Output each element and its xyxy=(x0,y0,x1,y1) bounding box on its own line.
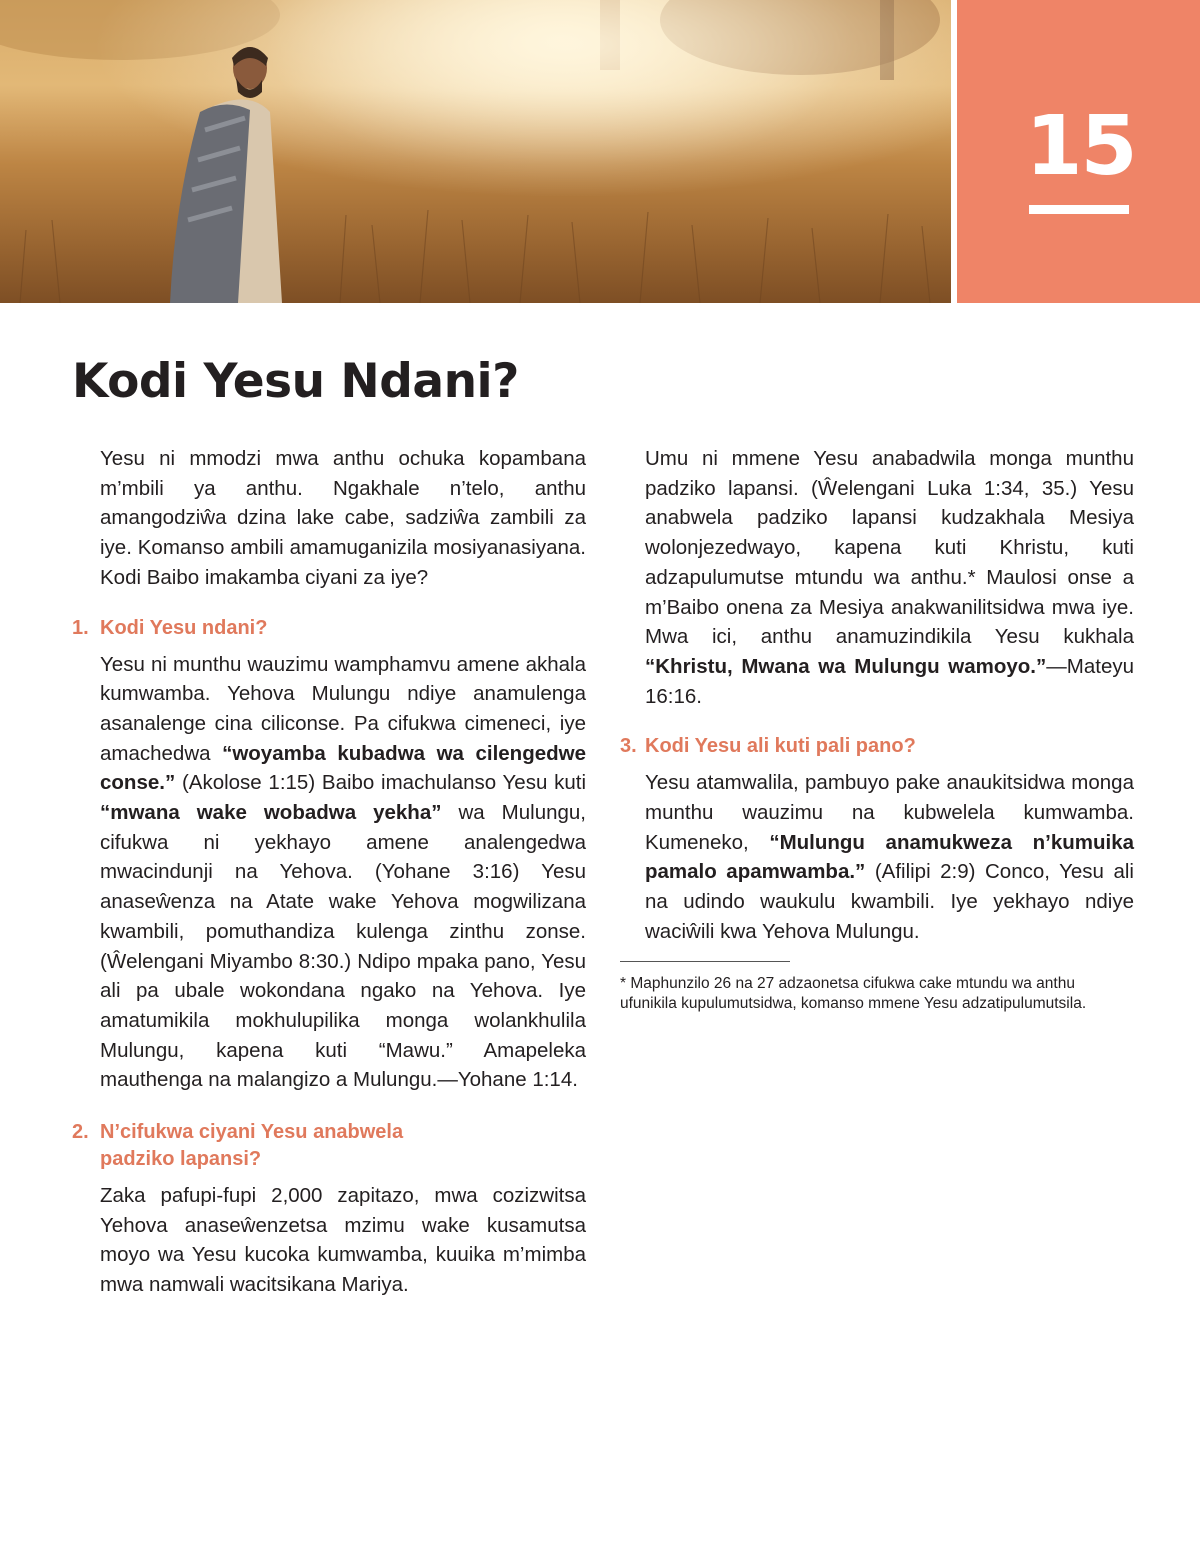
answer-1-bold-1: “woyamba kubadwa wa cilengedwe conse.” xyxy=(100,741,586,795)
answer-2-cont-text-a: Umu ni mmene Yesu anabadwila monga munthu padziko lapansi. (Ŵelengani Luka 1:34, 35.) Yesu anabwela padziko lapansi kudzakhala Mesiya wolonjezedwayo, kapena kuti Khristu, kuti adzapulumutse mtundu wa anthu.* Maulosi onse a m’Baibo onena za Mesiya anakwanilitsidwa mwa iye. Mwa ici, anthu anamuzindikila Yesu kukhala xyxy=(645,447,1134,649)
chapter-underline xyxy=(1029,205,1129,214)
answer-1-paragraph xyxy=(72,650,586,1096)
question-2-text: N’cifukwa ciyani Yesu anabwela padziko lapansi? xyxy=(100,1121,404,1171)
footnote-divider xyxy=(620,961,790,962)
answer-3-text-c: (Afilipi 2:9) Conco, Yesu ali na udindo waukulu kwambili. Iye yekhayo ndiye waciŵili kwa Yehova Mulungu. xyxy=(645,860,1134,943)
question-1-heading xyxy=(72,615,586,642)
footnote: * Maphunzilo 26 na 27 adzaonetsa cifukwa cake mtundu wa anthu ufunikila kupulumutsidwa, komanso mmene Yesu adzatipulumutsila. xyxy=(620,974,1087,1013)
question-1-number: 1. xyxy=(72,616,89,639)
chapter-number-box xyxy=(957,0,1200,303)
right-column xyxy=(620,444,1134,1015)
answer-2-paragraph: Zaka pafupi-fupi 2,000 zapitazo, mwa cozizwitsa Yehova anaseŵenzetsa mzimu wake kusamutsa moyo wa Yesu kucoka kumwamba, kuuika m’mimba mwa namwali wacitsikana Mariya. xyxy=(100,1184,586,1297)
question-2-heading xyxy=(72,1119,586,1173)
page-title: Kodi Yesu Ndani? xyxy=(72,354,519,409)
answer-1-text-d: wa Mulungu, cifukwa ni yekhayo amene analengedwa mwacindunji na Yehova. (Yohane 3:16) Yesu anaseŵenza na Atate wake Yehova mogwilizana kwambili, pomuthandiza kulenga zinthu zonse. (Ŵelengani Miyambo 8:30.) Ndipo mpaka pano, Yesu ali pa ubale wokondana ngako na Yehova. Iye amatumikila mokhulupilika monga wolankhulila Mulungu, kapena kuti “Mawu.” Amapeleka mauthenga na malangizo a Mulungu.—Yohane 1:14. xyxy=(100,801,586,1092)
answer-3-bold: “Mulungu anamukweza n’kumuika pamalo apamwamba.” xyxy=(645,830,1135,884)
answer-1-text-a: Yesu ni munthu wauzimu wamphamvu amene akhala kumwamba. Yehova Mulungu ndiye anamulenga asanalenge cina ciliconse. Pa cifukwa cimeneci, iye amachedwa xyxy=(100,652,586,765)
answer-2-cont-bold: “Khristu, Mwana wa Mulungu wamoyo.” xyxy=(645,654,1047,678)
question-3-text: Kodi Yesu ali kuti pali pano? xyxy=(645,735,916,758)
chapter-number: 15 xyxy=(1025,99,1136,194)
hero-photo xyxy=(0,0,951,303)
answer-1-bold-2: “mwana wake wobadwa yekha” xyxy=(100,801,442,825)
answer-2-cont-text-c: —Mateyu 16:16. xyxy=(645,654,1134,708)
question-2-number: 2. xyxy=(72,1121,89,1144)
answer-2-continued-paragraph xyxy=(620,444,1134,711)
answer-1-text-c: (Akolose 1:15) Baibo imachulanso Yesu kuti xyxy=(175,771,586,795)
question-1-text: Kodi Yesu ndani? xyxy=(100,616,268,639)
question-3-number: 3. xyxy=(620,735,637,758)
answer-3-paragraph xyxy=(620,768,1134,946)
field-illustration xyxy=(0,0,951,303)
question-3-heading xyxy=(620,733,1134,760)
answer-3-text-a: Yesu atamwalila, pambuyo pake anaukitsidwa monga munthu wauzimu na kubwelela kumwamba. Kumeneko, xyxy=(645,771,1134,854)
left-column xyxy=(72,444,586,1300)
intro-paragraph: Yesu ni mmodzi mwa anthu ochuka kopambana m’mbili ya anthu. Ngakhale n’telo, anthu amangodziŵa dzina lake cabe, sadziŵa zambili za iye. Komanso ambili amamuganizila mosiyanasiyana. Kodi Baibo imakamba ciyani za iye? xyxy=(100,447,586,589)
